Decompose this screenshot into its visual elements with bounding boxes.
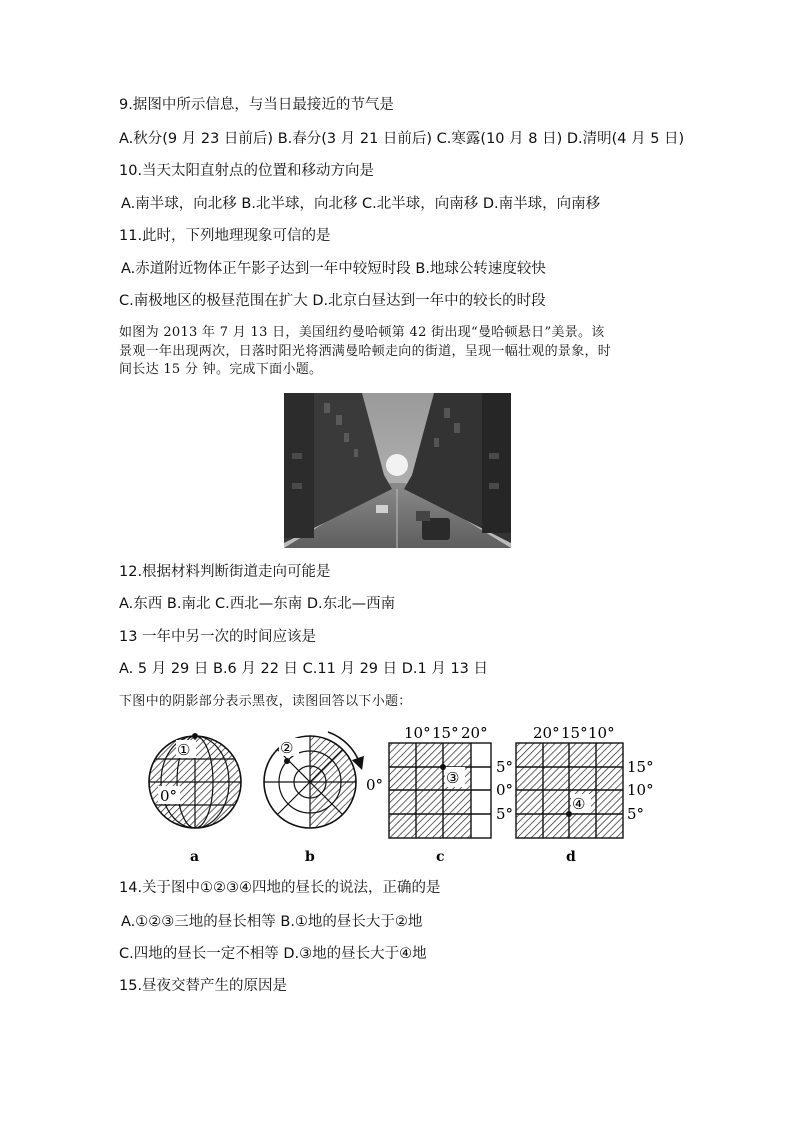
diagram-a-lat-label: 0° bbox=[160, 787, 178, 805]
diagram-d bbox=[516, 724, 654, 865]
diagram-a bbox=[149, 733, 241, 865]
d-top-tick-0: 20° bbox=[533, 724, 560, 742]
q11-options-1: A.赤道附近物体正午影子达到一年中较短时段 B.地球公转速度较快 bbox=[121, 261, 546, 277]
c-right-tick-2: 5° bbox=[496, 805, 514, 823]
q14-stem: 14.关于图中①②③④四地的昼长的说法，正确的是 bbox=[119, 880, 441, 896]
material1-line1: 如图为 2013 年 7 月 13 日，美国纽约曼哈顿第 42 街出现“曼哈顿悬日”美景。该 bbox=[119, 325, 605, 340]
c-top-tick-0: 10° bbox=[404, 724, 431, 742]
q11-options-2: C.南极地区的极昼范围在扩大 D.北京白昼达到一年中的较长的时段 bbox=[119, 293, 546, 309]
q13-stem: 13 一年中另一次的时间应该是 bbox=[119, 629, 317, 645]
material2-line1: 下图中的阴影部分表示黑夜，读图回答以下小题： bbox=[119, 694, 412, 709]
q12-options: A.东西 B.南北 C.西北—东南 D.东北—西南 bbox=[119, 596, 396, 612]
c-right-tick-0: 5° bbox=[496, 758, 514, 776]
q9-options: A.秋分(9 月 23 日前后) B.春分(3 月 21 日前后) C.寒露(10 月 8 日) D.清明(4 月 5 日) bbox=[119, 131, 685, 147]
day-night-diagrams bbox=[0, 718, 794, 868]
d-top-tick-2: 10° bbox=[588, 724, 615, 742]
q10-stem: 10.当天太阳直射点的位置和移动方向是 bbox=[119, 163, 375, 179]
q11-stem: 11.此时，下列地理现象可信的是 bbox=[119, 228, 331, 244]
c-top-tick-2: 20° bbox=[461, 724, 488, 742]
diagram-b-lat-label: 0° bbox=[366, 776, 384, 794]
q10-options: A.南半球，向北移 B.北半球，向北移 C.北半球，向南移 D.南半球，向南移 bbox=[121, 196, 601, 212]
marker-2: ② bbox=[280, 739, 294, 757]
q13-options: A. 5 月 29 日 B.6 月 22 日 C.11 月 29 日 D.1 月 13 日 bbox=[119, 661, 489, 677]
diagram-b-label: b bbox=[305, 849, 315, 865]
marker-1: ① bbox=[177, 741, 191, 759]
d-right-tick-2: 5° bbox=[627, 805, 645, 823]
q12-stem: 12.根据材料判断街道走向可能是 bbox=[119, 564, 331, 580]
d-right-tick-0: 15° bbox=[627, 758, 654, 776]
q14-options-2: C.四地的昼长一定不相等 D.③地的昼长大于④地 bbox=[119, 946, 427, 962]
q9-stem: 9.据图中所示信息，与当日最接近的节气是 bbox=[119, 97, 394, 113]
marker-4: ④ bbox=[572, 795, 586, 813]
diagram-c-label: c bbox=[436, 849, 445, 865]
diagram-c bbox=[389, 724, 513, 865]
diagram-d-label: d bbox=[566, 849, 576, 865]
q14-options-1: A.①②③三地的昼长相等 B.①地的昼长大于②地 bbox=[121, 914, 423, 930]
q15-stem: 15.昼夜交替产生的原因是 bbox=[119, 978, 288, 994]
diagram-b bbox=[264, 732, 383, 865]
d-top-tick-1: 15° bbox=[561, 724, 588, 742]
material1-line2: 景观一年出现两次，日落时阳光将洒满曼哈顿走向的街道，呈现一幅壮观的景象，时 bbox=[119, 344, 612, 359]
material1-line3: 间长达 15 分 钟。完成下面小题。 bbox=[119, 362, 323, 377]
manhattanhenge-photo bbox=[284, 393, 511, 548]
marker-3: ③ bbox=[446, 769, 460, 787]
diagram-a-label: a bbox=[190, 849, 200, 865]
d-right-tick-1: 10° bbox=[627, 781, 654, 799]
c-right-tick-1: 0° bbox=[496, 781, 514, 799]
c-top-tick-1: 15° bbox=[432, 724, 459, 742]
